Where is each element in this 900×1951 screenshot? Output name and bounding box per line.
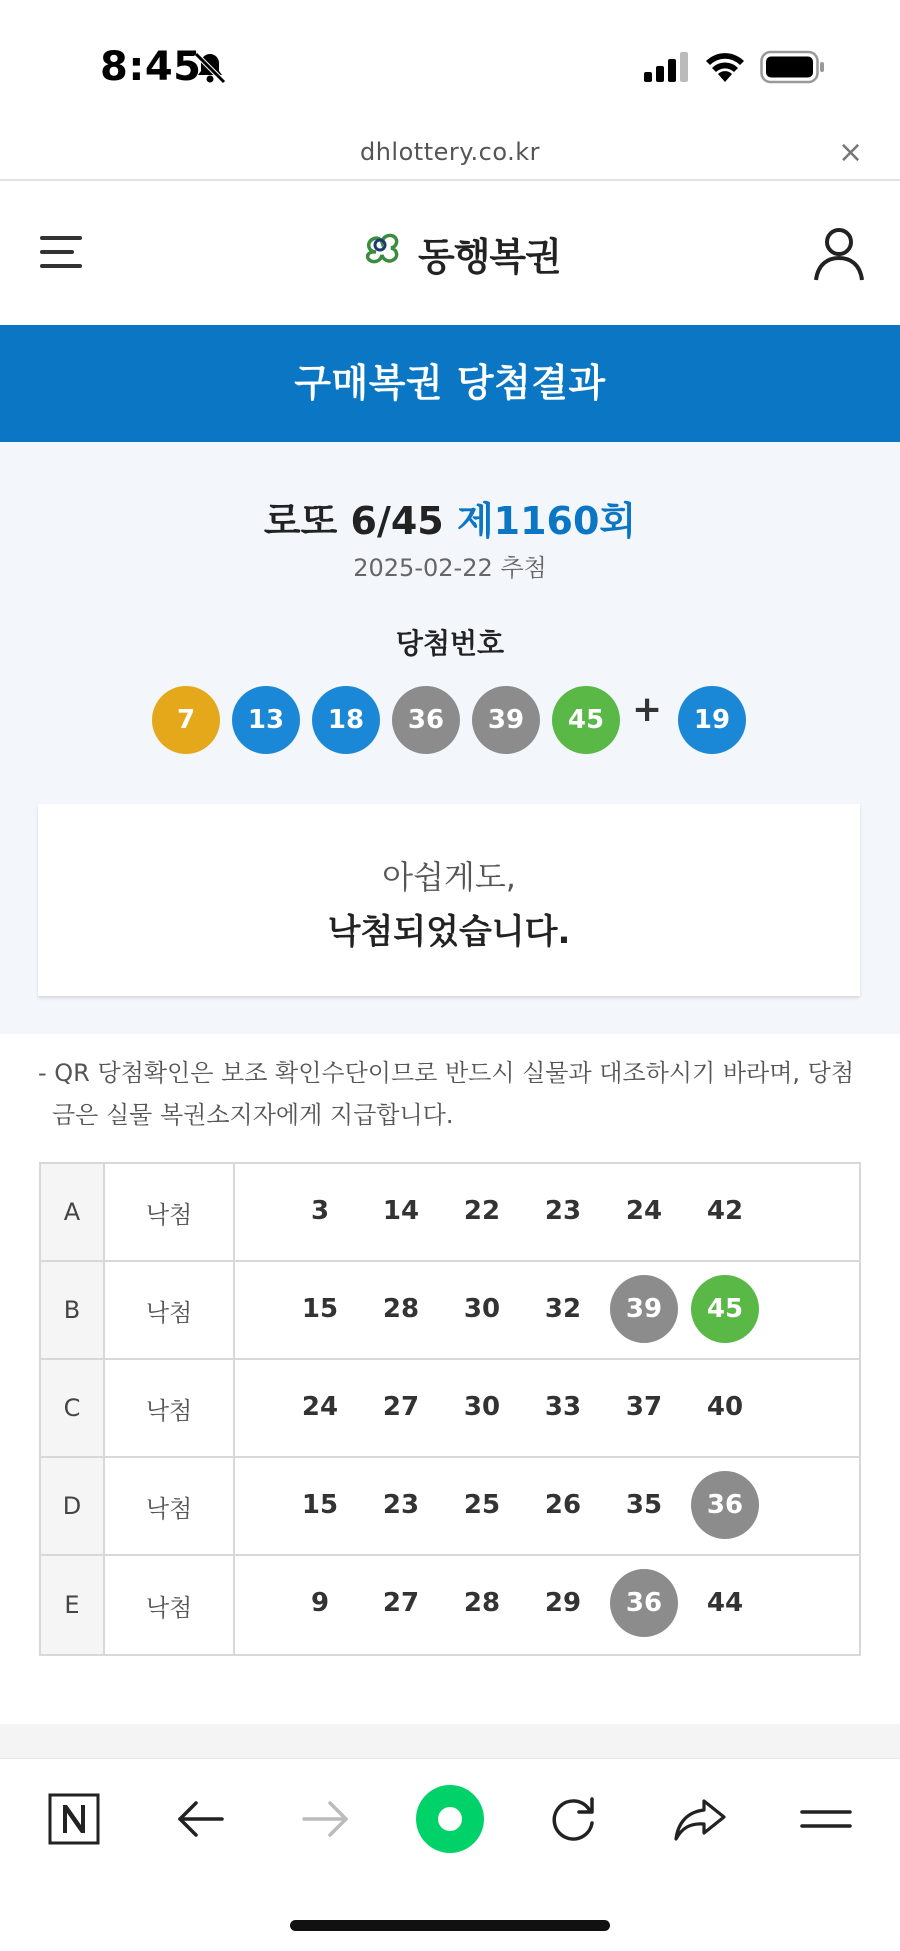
ticket-number: 23 (544, 1196, 582, 1226)
ticket-row (41, 1262, 859, 1360)
ticket-number: 33 (544, 1392, 582, 1422)
ticket-game-label: C (41, 1360, 105, 1456)
browser-toolbar (0, 1758, 900, 1951)
ticket-result: 낙첨 (105, 1164, 235, 1260)
result-card (38, 804, 860, 996)
ticket-game-label: A (41, 1164, 105, 1260)
ticket-numbers (235, 1164, 859, 1260)
ticket-number-matched: 36 (610, 1569, 678, 1637)
draw-result-section (0, 442, 900, 1034)
ticket-number: 27 (382, 1588, 420, 1618)
close-icon[interactable]: × (838, 135, 864, 170)
ticket-game-label: E (41, 1556, 105, 1654)
status-time: 8:45 (100, 44, 202, 90)
ticket-numbers (235, 1458, 859, 1554)
ticket-number-matched: 39 (610, 1275, 678, 1343)
qr-notice: - QR 당첨확인은 보조 확인수단이므로 반드시 실물과 대조하시기 바라며, 당첨금은 실물 복권소지자에게 지급합니다. (38, 1059, 855, 1129)
ticket-number: 14 (382, 1196, 420, 1226)
logo-text: 동행복권 (418, 234, 561, 279)
ticket-row (41, 1164, 859, 1262)
ticket-number: 37 (625, 1392, 663, 1422)
winning-number-ball: 39 (472, 686, 540, 754)
menu-icon[interactable] (796, 1789, 856, 1849)
ticket-number-matched: 36 (691, 1471, 759, 1539)
cellular-signal-icon (644, 52, 690, 82)
status-bar (0, 0, 900, 132)
content-end-strip (0, 1724, 900, 1760)
ticket-row (41, 1458, 859, 1556)
page-title-banner: 구매복권 당첨결과 (0, 325, 900, 442)
home-indicator (290, 1920, 610, 1931)
ticket-number: 26 (544, 1490, 582, 1520)
result-message-line1: 아쉽게도, (382, 858, 516, 896)
ticket-numbers (235, 1262, 859, 1358)
ticket-result: 낙첨 (105, 1262, 235, 1358)
winning-number-ball: 13 (232, 686, 300, 754)
winning-number-ball: 36 (392, 686, 460, 754)
ticket-table (39, 1162, 861, 1656)
ticket-number: 25 (463, 1490, 501, 1520)
ticket-number: 42 (706, 1196, 744, 1226)
winning-numbers-label: 당첨번호 (395, 627, 505, 660)
ticket-number: 32 (544, 1294, 582, 1324)
ticket-game-label: B (41, 1262, 105, 1358)
ticket-number: 15 (301, 1490, 339, 1520)
ticket-number: 30 (463, 1392, 501, 1422)
ticket-number: 28 (382, 1294, 420, 1324)
winning-number-ball: 45 (552, 686, 620, 754)
ticket-number: 15 (301, 1294, 339, 1324)
ticket-number-matched: 45 (691, 1275, 759, 1343)
ticket-game-label: D (41, 1458, 105, 1554)
forward-arrow-icon[interactable] (296, 1789, 356, 1849)
naver-n-icon[interactable] (44, 1789, 104, 1849)
bonus-plus-sign: + (632, 689, 663, 730)
ticket-number: 30 (463, 1294, 501, 1324)
ticket-number: 24 (301, 1392, 339, 1422)
site-header (0, 182, 900, 324)
winning-number-ball: 7 (152, 686, 220, 754)
ticket-number: 22 (463, 1196, 501, 1226)
ticket-result: 낙첨 (105, 1458, 235, 1554)
user-profile-icon[interactable] (812, 226, 866, 282)
bell-off-icon (192, 50, 228, 86)
draw-date: 2025-02-22 추첨 (353, 554, 547, 582)
ticket-number: 9 (310, 1588, 330, 1618)
battery-icon (760, 50, 826, 84)
ticket-number: 3 (310, 1196, 330, 1226)
ticket-row (41, 1556, 859, 1654)
share-icon[interactable] (670, 1789, 730, 1849)
ticket-number: 44 (706, 1588, 744, 1618)
refresh-icon[interactable] (544, 1789, 604, 1849)
ticket-numbers (235, 1360, 859, 1456)
ticket-numbers (235, 1556, 859, 1654)
hamburger-menu-icon[interactable] (38, 232, 86, 272)
winning-number-ball: 18 (312, 686, 380, 754)
ticket-number: 29 (544, 1588, 582, 1618)
result-message-line2: 낙첨되었습니다. (327, 912, 571, 952)
game-name: 로또 6/45 (263, 499, 444, 543)
ticket-number: 35 (625, 1490, 663, 1520)
ticket-number: 24 (625, 1196, 663, 1226)
ticket-result: 낙첨 (105, 1556, 235, 1654)
ticket-number: 40 (706, 1392, 744, 1422)
ticket-number: 27 (382, 1392, 420, 1422)
bonus-number-ball: 19 (678, 686, 746, 754)
ticket-result: 낙첨 (105, 1360, 235, 1456)
ticket-row (41, 1360, 859, 1458)
back-arrow-icon[interactable] (170, 1789, 230, 1849)
url-divider (0, 179, 900, 181)
clover-logo-icon (362, 230, 408, 276)
green-dot-icon[interactable] (412, 1781, 488, 1857)
game-title (0, 490, 900, 545)
round-number: 제1160회 (456, 499, 637, 543)
url-bar-text[interactable]: dhlottery.co.kr (359, 138, 540, 166)
ticket-number: 28 (463, 1588, 501, 1618)
wifi-icon (704, 50, 746, 84)
site-logo[interactable] (362, 228, 561, 278)
ticket-number: 23 (382, 1490, 420, 1520)
